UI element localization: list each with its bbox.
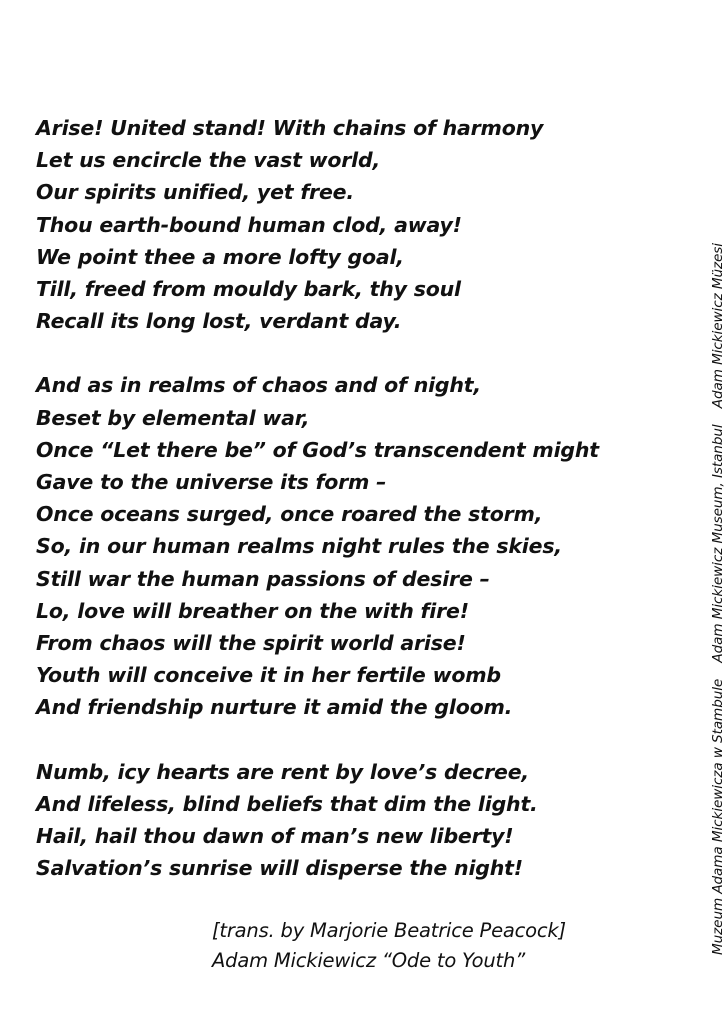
poem-line: Gave to the universe its form – bbox=[36, 470, 387, 495]
stanza-3 bbox=[36, 756, 656, 885]
side-caption-polish: Muzeum Adama Mickiewicza w Stambule bbox=[710, 678, 726, 955]
poem-line: Our spirits unified, yet free. bbox=[36, 180, 354, 205]
translator-credit: [trans. by Marjorie Beatrice Peacock] bbox=[212, 919, 566, 942]
poem-line: Let us encircle the vast world, bbox=[36, 148, 381, 173]
poem-line: Salvation’s sunrise will disperse the night! bbox=[36, 856, 523, 881]
poem-line: From chaos will the spirit world arise! bbox=[36, 631, 466, 656]
attribution bbox=[212, 916, 566, 976]
stanza-2 bbox=[36, 369, 656, 723]
poem-line: Once oceans surged, once roared the storm, bbox=[36, 502, 543, 527]
poem bbox=[36, 112, 656, 916]
poem-line: Recall its long lost, verdant day. bbox=[36, 309, 402, 334]
side-caption bbox=[710, 243, 726, 955]
poem-line: Youth will conceive it in her fertile womb bbox=[36, 663, 501, 688]
poem-line: Thou earth-bound human clod, away! bbox=[36, 212, 462, 237]
poem-source: Adam Mickiewicz “Ode to Youth” bbox=[212, 949, 526, 972]
side-caption-turkish: Adam Mickiewicz Müzesi bbox=[710, 243, 726, 409]
poem-line: Hail, hail thou dawn of man’s new liberty! bbox=[36, 824, 514, 849]
poem-line: Once “Let there be” of God’s transcendent might bbox=[36, 437, 599, 462]
poem-line: Numb, icy hearts are rent by love’s decree, bbox=[36, 759, 530, 784]
poem-line: And friendship nurture it amid the gloom. bbox=[36, 695, 513, 720]
stanza-1 bbox=[36, 112, 656, 337]
poem-line: And lifeless, blind beliefs that dim the light. bbox=[36, 791, 538, 816]
poem-line: Arise! United stand! With chains of harmony bbox=[36, 116, 544, 140]
side-caption-english: Adam Mickiewicz Museum, Istanbul bbox=[710, 424, 726, 663]
poem-line: Till, freed from mouldy bark, thy soul bbox=[36, 277, 461, 302]
poem-line: Lo, love will breather on the with fire! bbox=[36, 598, 469, 623]
poem-line: Still war the human passions of desire – bbox=[36, 566, 490, 591]
poem-line: We point thee a more lofty goal, bbox=[36, 244, 404, 269]
poem-line: And as in realms of chaos and of night, bbox=[36, 373, 481, 398]
poem-line: Beset by elemental war, bbox=[36, 405, 310, 430]
poem-line: So, in our human realms night rules the skies, bbox=[36, 534, 562, 559]
